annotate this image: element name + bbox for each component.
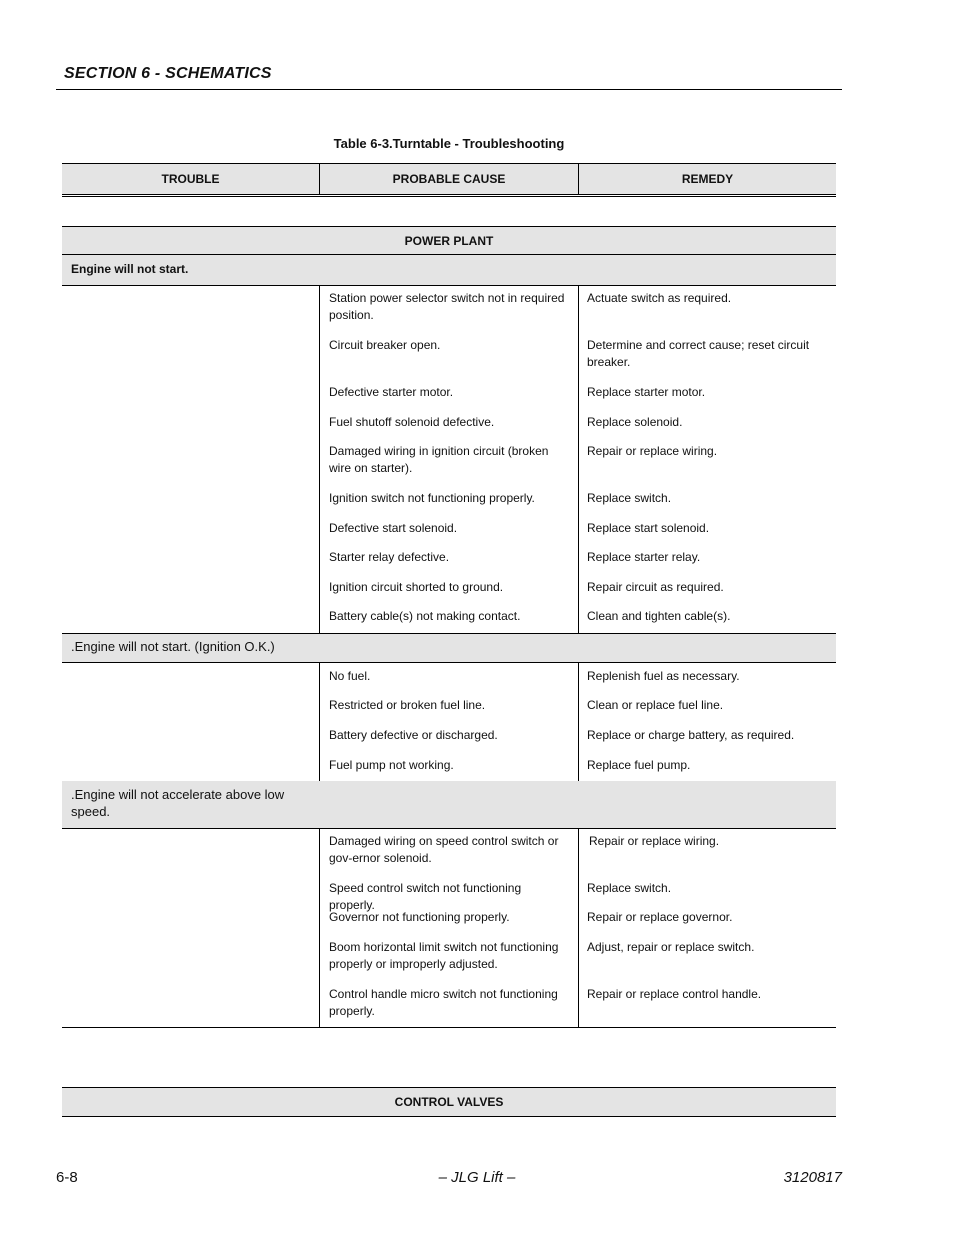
remedy: Replace start solenoid.: [587, 521, 710, 535]
remedy: Replace solenoid.: [587, 415, 683, 429]
probable-cause: Fuel pump not working.: [329, 758, 454, 772]
trouble-heading: [62, 781, 836, 829]
power-plant-band: POWER PLANT: [62, 226, 836, 255]
probable-cause: Station power selector switch not in required position.: [329, 291, 565, 322]
probable-cause: Governor not functioning properly.: [329, 910, 510, 924]
remedy: Replace fuel pump.: [587, 758, 691, 772]
footer-publisher: – JLG Lift –: [438, 1169, 516, 1186]
probable-cause: Battery defective or discharged.: [329, 728, 498, 742]
remedy: Replace or charge battery, as required.: [587, 728, 795, 742]
column-header-probable-cause: PROBABLE CAUSE: [320, 164, 579, 194]
control-valves-band: CONTROL VALVES: [62, 1087, 836, 1117]
column-header-remedy: REMEDY: [681, 172, 734, 186]
trouble-group-ignition-ok: [62, 663, 836, 781]
column-header-trouble: TROUBLE: [62, 164, 320, 194]
trouble-group-engine-will-not-start: [62, 286, 836, 634]
trouble-heading: Engine will not start.: [62, 255, 836, 286]
remedy: Clean and tighten cable(s).: [587, 609, 731, 623]
remedy: Replenish fuel as necessary.: [587, 669, 740, 683]
remedy: Repair or replace governor.: [587, 910, 733, 924]
remedy: Adjust, repair or replace switch.: [587, 940, 755, 954]
trouble-heading: .Engine will not start. (Ignition O.K.): [62, 634, 836, 663]
probable-cause: Battery cable(s) not making contact.: [329, 609, 521, 623]
remedy: Replace switch.: [587, 491, 672, 505]
probable-cause: Speed control switch not functioning properly.: [329, 881, 522, 912]
probable-cause: Circuit breaker open.: [329, 338, 441, 352]
table-header: [62, 163, 836, 195]
header-double-rule: [62, 196, 836, 197]
probable-cause: Starter relay defective.: [329, 550, 450, 564]
remedy: Clean or replace fuel line.: [587, 698, 724, 712]
probable-cause: Fuel shutoff solenoid defective.: [329, 415, 495, 429]
remedy: Replace starter relay.: [587, 550, 701, 564]
probable-cause: Boom horizontal limit switch not functioning properly or improperly adjusted.: [329, 940, 559, 971]
header-divider: [56, 89, 842, 90]
section-title: SECTION 6 - SCHEMATICS: [64, 65, 272, 82]
remedy: Replace switch.: [587, 881, 672, 895]
document-number: 3120817: [783, 1169, 842, 1186]
remedy: Repair or replace wiring.: [589, 834, 720, 848]
probable-cause: Restricted or broken fuel line.: [329, 698, 486, 712]
probable-cause: Control handle micro switch not functioning properly.: [329, 987, 558, 1018]
trouble-group-will-not-accelerate: [62, 829, 836, 1028]
page-number: 6-8: [56, 1169, 78, 1186]
probable-cause: Damaged wiring in ignition circuit (broken wire on starter).: [329, 444, 549, 475]
probable-cause: Damaged wiring on speed control switch or gov-ernor solenoid.: [329, 834, 559, 865]
remedy: Determine and correct cause; reset circuit breaker.: [587, 338, 810, 369]
remedy: Repair circuit as required.: [587, 580, 724, 594]
remedy: Repair or replace wiring.: [587, 444, 718, 458]
probable-cause: Ignition switch not functioning properly.: [329, 491, 535, 505]
table-caption: Table 6-3.Turntable - Troubleshooting: [333, 136, 565, 151]
remedy: Replace starter motor.: [587, 385, 706, 399]
trouble-text: .Engine will not accelerate above low speed.: [71, 787, 285, 819]
remedy: Actuate switch as required.: [587, 291, 732, 305]
probable-cause: Defective starter motor.: [329, 385, 454, 399]
probable-cause: Defective start solenoid.: [329, 521, 458, 535]
probable-cause: Ignition circuit shorted to ground.: [329, 580, 504, 594]
remedy: Repair or replace control handle.: [587, 987, 762, 1001]
probable-cause: No fuel.: [329, 669, 371, 683]
